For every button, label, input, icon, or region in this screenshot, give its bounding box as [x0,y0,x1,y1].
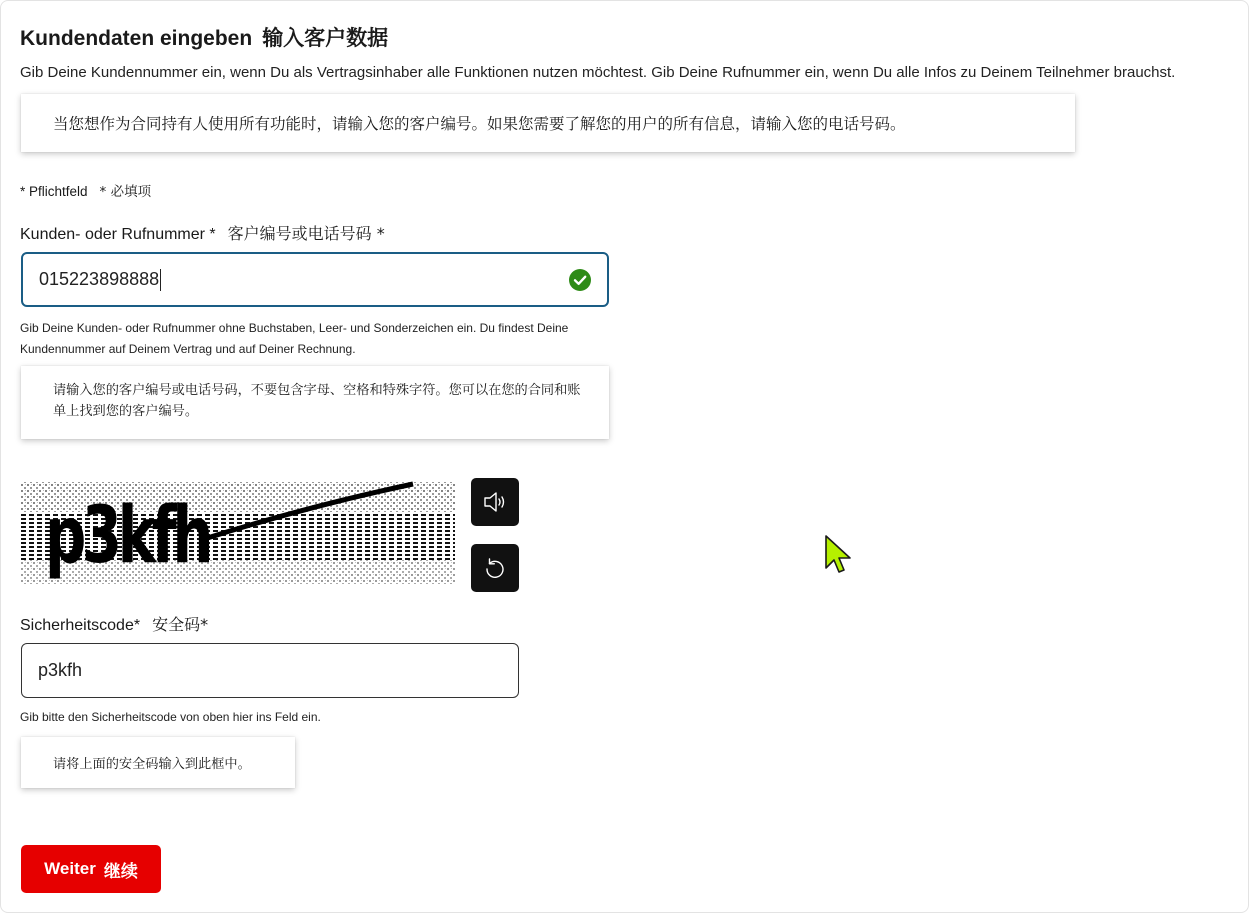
customer-number-help: Gib Deine Kunden- oder Rufnummer ohne Buchstaben, Leer- und Sonderzeichen ein. Du findest Deine Kundennummer auf Deinem Vertrag und auf Deiner Rechnung. [20,321,569,356]
continue-button-label-zh: 继续 [103,861,138,882]
continue-button-label: Weiter [44,859,96,878]
customer-number-help-translation: 请输入您的客户编号或电话号码，不要包含字母、空格和特殊字符。您可以在您的合同和账单上找到您的客户编号。 [21,366,609,439]
speaker-icon [481,488,509,516]
text-caret [160,269,161,291]
captcha-reload-button[interactable] [471,544,519,592]
security-code-input[interactable] [21,643,519,698]
customer-number-value: 015223898888 [39,269,160,289]
captcha-image [21,478,455,588]
required-hint: * Pflichtfeld * 必填项 [20,184,152,200]
security-code-help-translation: 请将上面的安全码输入到此框中。 [21,737,295,788]
customer-number-label: Kunden- oder Rufnummer * 客户编号或电话号码 * [20,224,385,243]
captcha-text: p3kfh [45,491,210,581]
intro-translation-note: 当您想作为合同持有人使用所有功能时，请输入您的客户编号。如果您需要了解您的用户的所有信息，请输入您的电话号码。 [21,94,1075,152]
intro-text: Gib Deine Kundennummer ein, wenn Du als Vertragsinhaber alle Funktionen nutzen möchtest. Gib Deine Rufnummer ein, wenn Du alle Infos zu Deinem Teilnehmer brauchst. [20,64,1176,81]
check-circle-icon [569,269,591,291]
mouse-cursor-icon [824,534,854,574]
customer-number-input[interactable] [21,252,609,307]
refresh-icon [481,554,509,582]
page-title: Kundendaten eingeben 输入客户数据 [20,26,389,50]
security-code-label: Sicherheitscode* 安全码* [20,615,209,634]
continue-button[interactable] [21,845,161,893]
captcha-audio-button[interactable] [471,478,519,526]
security-code-help: Gib bitte den Sicherheitscode von oben hier ins Feld ein. [20,710,321,724]
security-code-value: p3kfh [38,660,83,680]
